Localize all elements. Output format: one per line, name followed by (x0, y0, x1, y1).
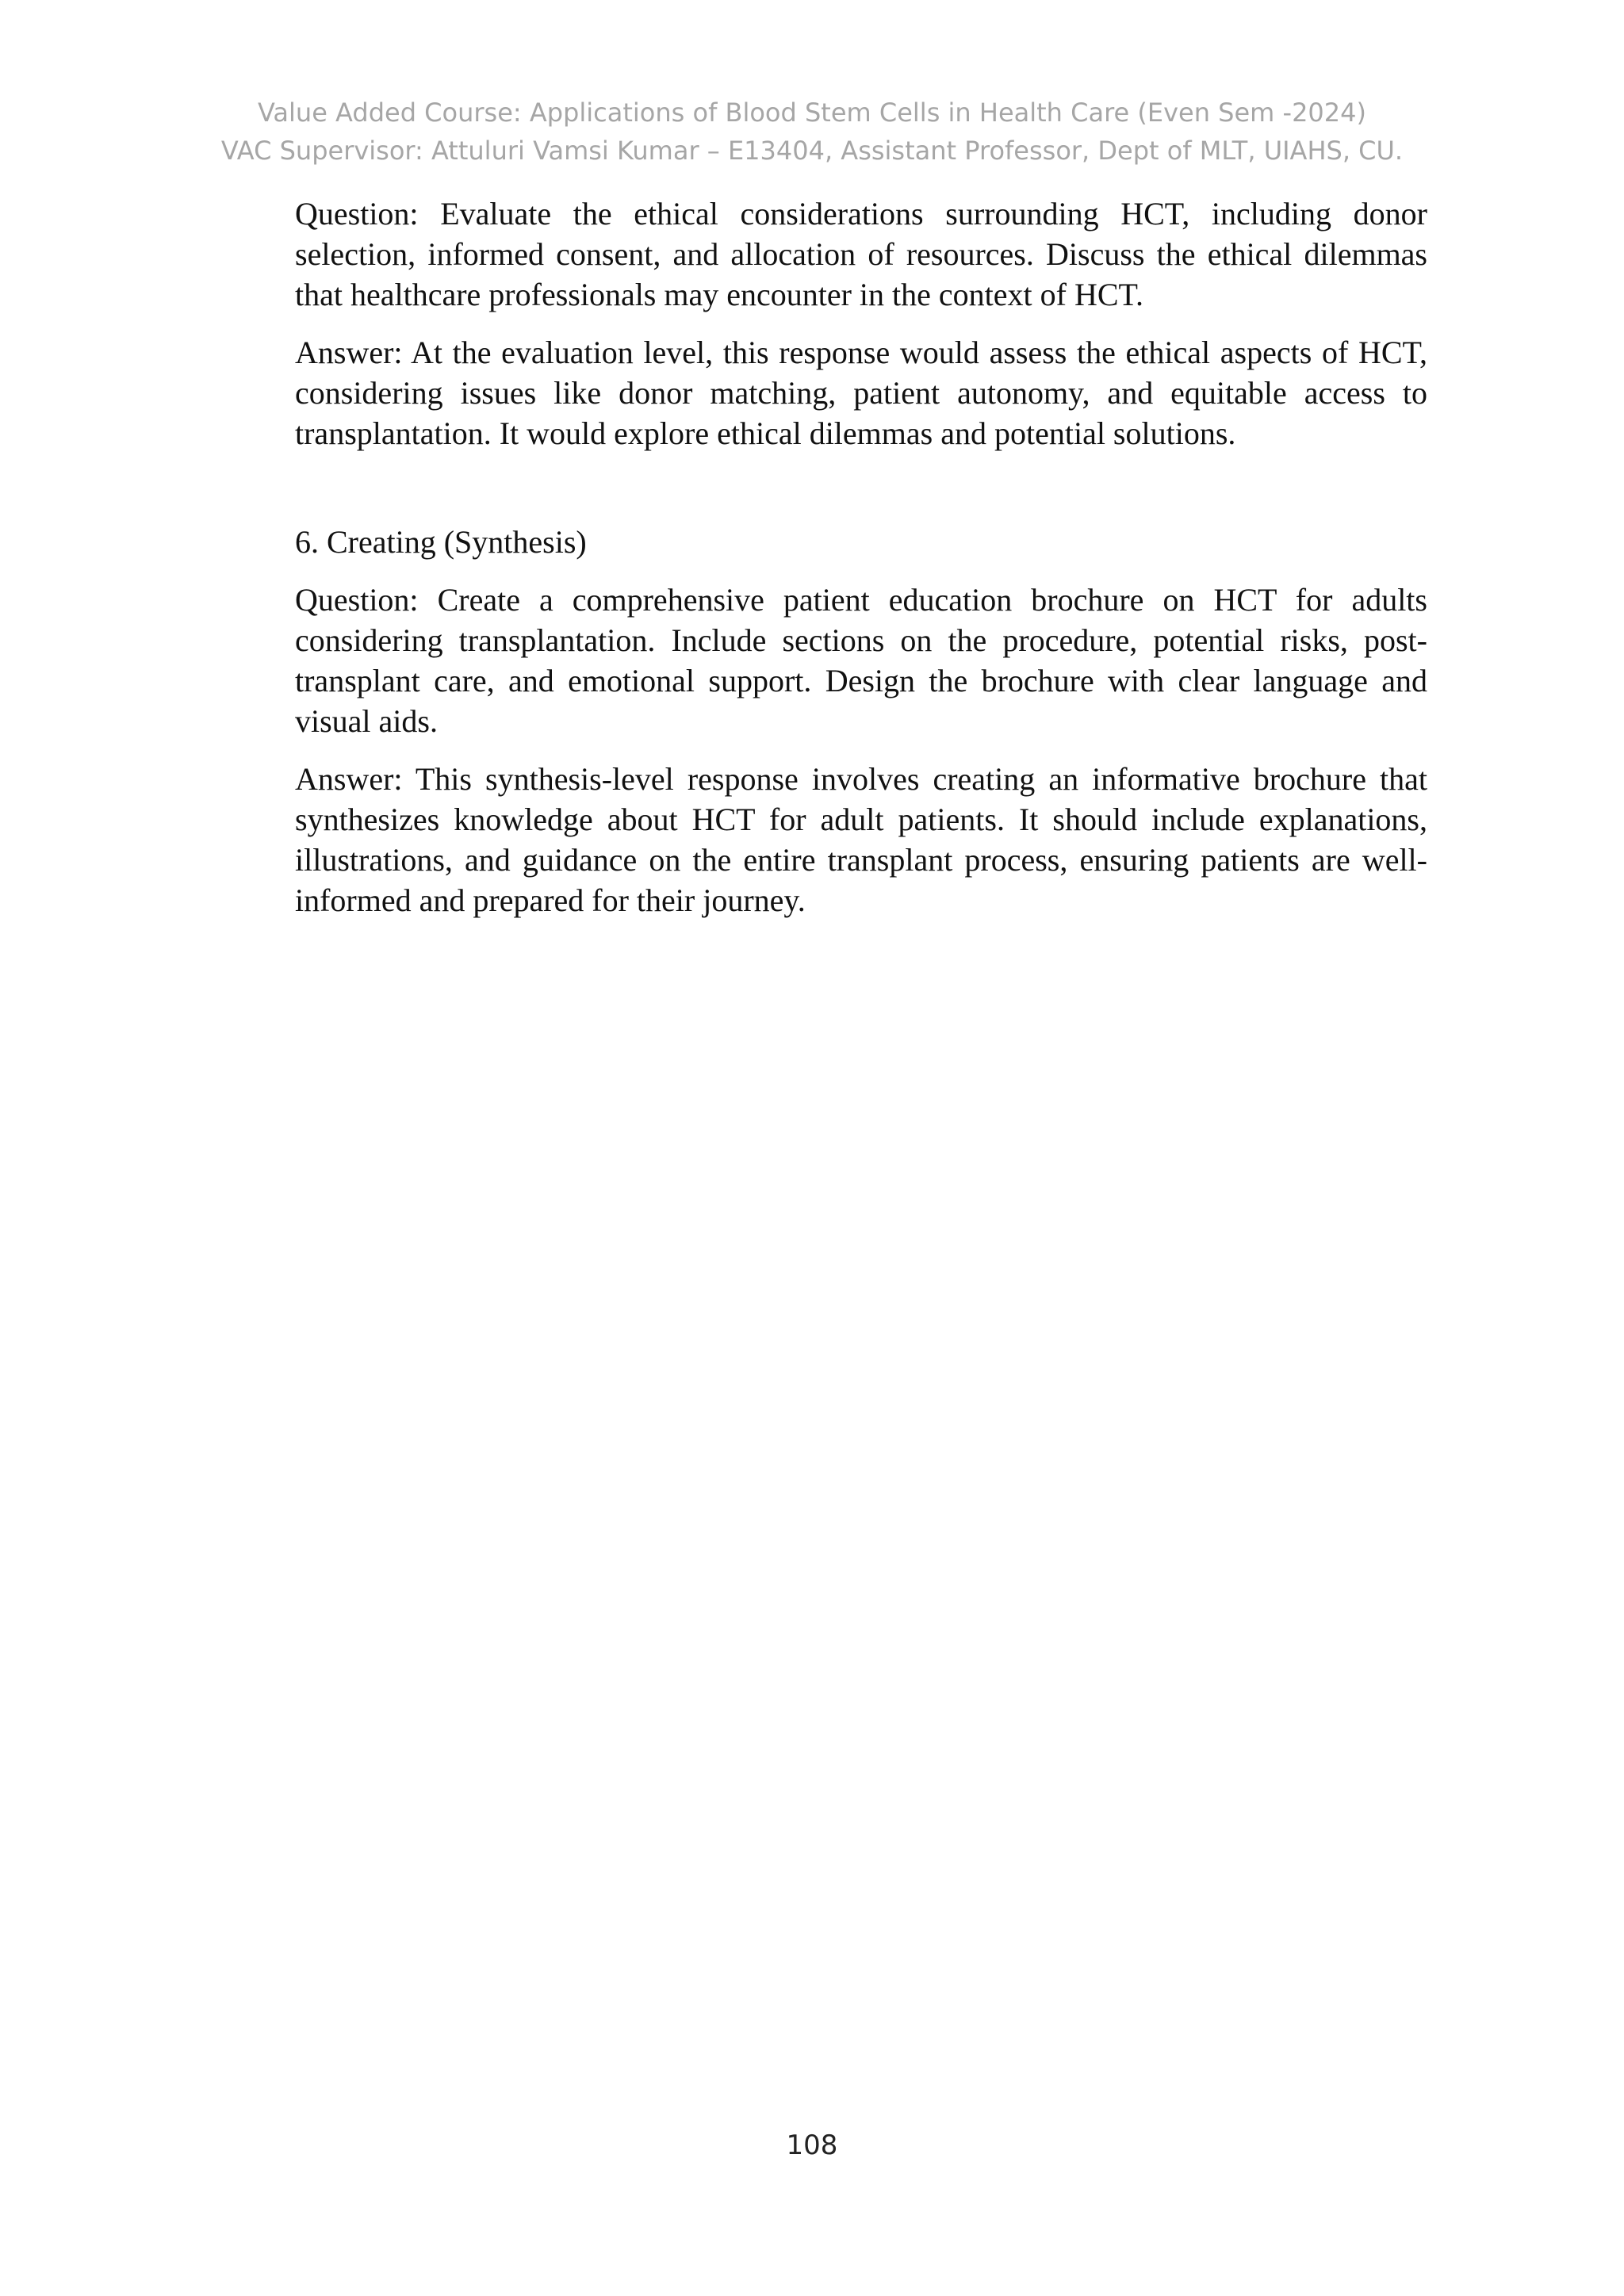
header-course-title: Value Added Course: Applications of Blood Stem Cells in Health Care (Even Sem -2024) (258, 98, 1366, 128)
evaluation-question: Question: Evaluate the ethical considerations surrounding HCT, including donor selection, informed consent, and allocation of resources. Discuss the ethical dilemmas that healthcare professionals may encounter in the context of HCT. (295, 196, 1427, 312)
evaluation-answer: Answer: At the evaluation level, this response would assess the ethical aspects of HCT, considering issues like donor matching, patient autonomy, and equitable access to transplantation. It would explore ethical dilemmas and potential solutions. (295, 335, 1427, 451)
section-heading-creating: 6. Creating (Synthesis) (295, 524, 587, 560)
page-header (0, 94, 1624, 170)
creating-answer: Answer: This synthesis-level response involves creating an informative brochure that synthesizes knowledge about HCT for adult patients. It should include explanations, illustrations, and guidance on the entire transplant process, ensuring patients are well-informed and prepared for their journey. (295, 761, 1427, 918)
page-number: 108 (786, 2130, 838, 2161)
creating-question: Question: Create a comprehensive patient education brochure on HCT for adults considering transplantation. Include sections on the procedure, potential risks, post-transplant care, and emotional support. Design the brochure with clear language and visual aids. (295, 582, 1427, 739)
header-supervisor: VAC Supervisor: Attuluri Vamsi Kumar – E13404, Assistant Professor, Dept of MLT, UIAHS, CU. (220, 136, 1404, 166)
page-body (295, 193, 1427, 938)
section-spacer (295, 471, 1427, 522)
